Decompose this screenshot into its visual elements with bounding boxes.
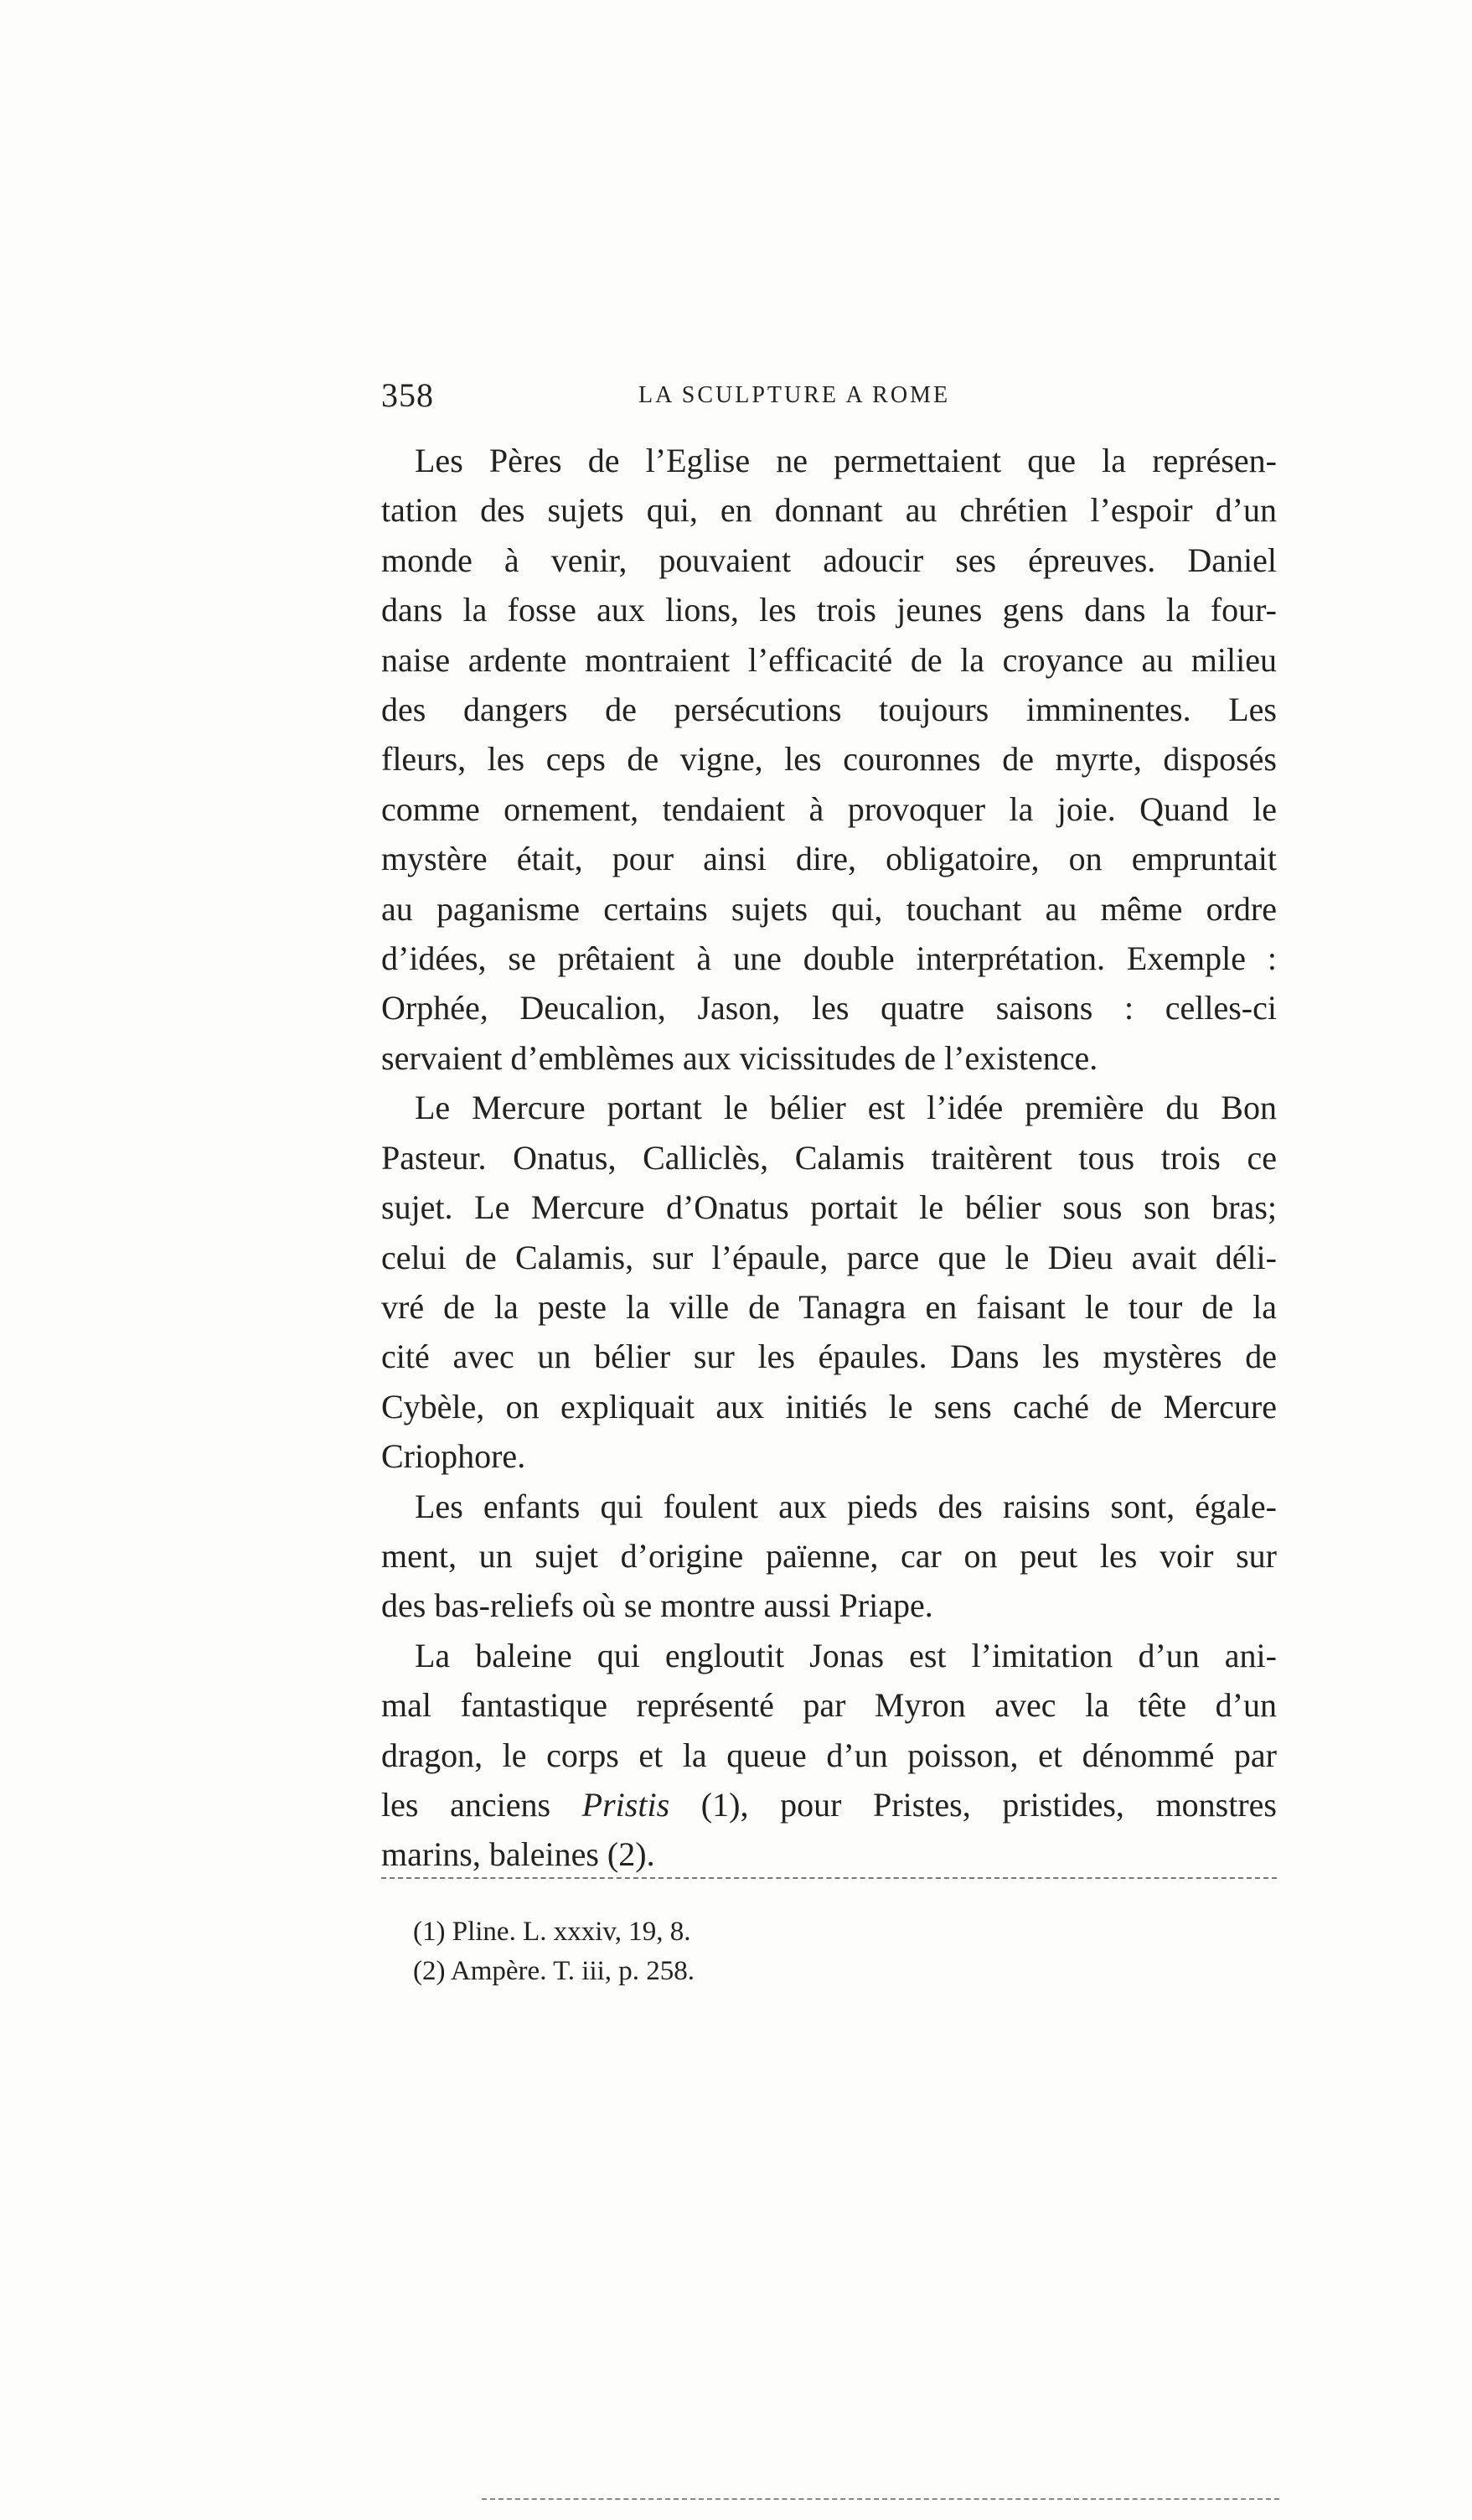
text-line: mal fantastique représenté par Myron avec la tête d’un (381, 1686, 1277, 1725)
paragraph (381, 436, 1277, 1083)
text-line: vré de la peste la ville de Tanagra en faisant le tour de la (381, 1287, 1277, 1326)
text-line: marins, baleines (2). (381, 1835, 655, 1874)
body-text (381, 436, 1277, 1880)
text-fragment: (1), pour Pristes, pristides, monstres (669, 1785, 1278, 1824)
text-line: dans la fosse aux lions, les trois jeunes gens dans la four- (381, 591, 1277, 629)
footnote: (2) Ampère. T. iii, p. 258. (413, 1956, 695, 1986)
bottom-edge-rule (482, 2498, 1279, 2500)
text-line: cité avec un bélier sur les épaules. Dans les mystères de (381, 1338, 1277, 1376)
text-line: celui de Calamis, sur l’épaule, parce que le Dieu avait déli- (381, 1238, 1277, 1276)
running-title: LA SCULPTURE A ROME (638, 382, 951, 408)
text-line: Les enfants qui foulent aux pieds des raisins sont, égale- (415, 1487, 1277, 1525)
text-line: des bas-reliefs où se montre aussi Priape. (381, 1586, 933, 1625)
italic-term: Pristis (581, 1785, 670, 1824)
text-fragment: les anciens (381, 1785, 582, 1824)
text-line: mystère était, pour ainsi dire, obligatoire, on empruntait (381, 840, 1277, 878)
text-line: dragon, le corps et la queue d’un poisson, et dénommé par (381, 1736, 1277, 1774)
text-line: servaient d’emblèmes aux vicissitudes de l’existence. (381, 1038, 1098, 1077)
text-line: Les Pères de l’Eglise ne permettaient que la représen- (415, 442, 1277, 479)
text-line: ment, un sujet d’origine païenne, car on peut les voir sur (381, 1536, 1277, 1575)
text-line: Pasteur. Onatus, Calliclès, Calamis traitèrent tous trois ce (381, 1138, 1277, 1177)
text-line: sujet. Le Mercure d’Onatus portait le bélier sous son bras; (381, 1188, 1277, 1227)
footnote-separator (381, 1877, 1277, 1879)
text-line: fleurs, les ceps de vigne, les couronnes de myrte, disposés (381, 740, 1277, 779)
text-line: monde à venir, pouvaient adoucir ses épreuves. Daniel (381, 541, 1277, 579)
text-line: au paganisme certains sujets qui, touchant au même ordre (381, 889, 1277, 928)
paragraph (381, 1482, 1277, 1631)
text-line: Cybèle, on expliquait aux initiés le sens caché de Mercure (381, 1387, 1277, 1426)
text-line: comme ornement, tendaient à provoquer la joie. Quand le (381, 789, 1277, 828)
text-line: Orphée, Deucalion, Jason, les quatre saisons : celles-ci (381, 989, 1277, 1027)
paragraph (381, 1631, 1277, 1880)
text-line: des dangers de persécutions toujours imminentes. Les (381, 691, 1277, 729)
text-line: tation des sujets qui, en donnant au chrétien l’espoir d’un (381, 491, 1277, 530)
text-line: naise ardente montraient l’efficacité de la croyance au milieu (381, 640, 1277, 679)
page-header (381, 375, 1277, 417)
page-number: 358 (381, 376, 434, 414)
text-line-with-italic (381, 1780, 1277, 1829)
footnotes (413, 1912, 695, 1991)
text-line: La baleine qui engloutit Jonas est l’imitation d’un ani- (415, 1636, 1277, 1674)
text-line: d’idées, se prêtaient à une double interprétation. Exemple : (381, 939, 1277, 978)
text-line: Criophore. (381, 1437, 526, 1476)
footnote: (1) Pline. L. xxxiv, 19, 8. (413, 1917, 691, 1947)
paragraph (381, 1083, 1277, 1481)
text-line: Le Mercure portant le bélier est l’idée première du Bon (415, 1089, 1277, 1127)
